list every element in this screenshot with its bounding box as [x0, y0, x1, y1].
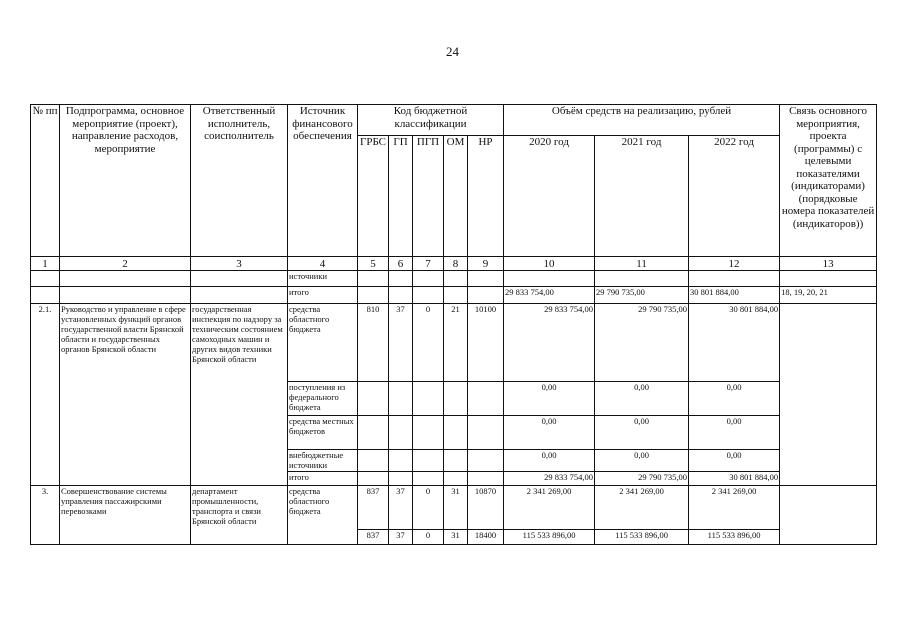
amount-2022: 0,00: [689, 382, 780, 416]
column-number: 10: [504, 257, 595, 271]
source-cell: итого: [288, 472, 358, 486]
header-source: Источник финансового обеспечения: [288, 105, 358, 257]
column-number: 11: [595, 257, 689, 271]
amount-2020: 29 833 754,00: [504, 472, 595, 486]
column-number: 4: [288, 257, 358, 271]
column-number: 3: [191, 257, 288, 271]
column-number: 13: [780, 257, 877, 271]
code-grbs: 837: [358, 530, 389, 545]
header-link: Связь основного мероприятия, проекта (программы) с целевыми показателями (индикаторами) (порядковые номера показателей (индикаторов)): [780, 105, 877, 257]
amount-2021: 29 790 735,00: [595, 287, 689, 304]
code-pgp: 0: [413, 486, 444, 530]
amount-2021: 0,00: [595, 416, 689, 450]
amount-2021: 29 790 735,00: [595, 472, 689, 486]
amount-2022: 30 801 884,00: [689, 304, 780, 382]
code-nr: 10870: [468, 486, 504, 530]
amount-2021: 115 533 896,00: [595, 530, 689, 545]
amount-2022: 0,00: [689, 450, 780, 472]
indicator-links: [780, 486, 877, 545]
code-om: 31: [444, 530, 468, 545]
executor-name: департамент промышленности, транспорта и связи Брянской области: [191, 486, 288, 545]
code-nr: 18400: [468, 530, 504, 545]
measure-name: Руководство и управление в сфере установленных функций органов государственной власти Брянской области и государственных органов Брянской области: [60, 304, 191, 486]
header-executor: Ответственный исполнитель, соисполнитель: [191, 105, 288, 257]
amount-2021: 2 341 269,00: [595, 486, 689, 530]
page-number: 24: [446, 44, 459, 59]
amount-2020: 29 833 754,00: [504, 304, 595, 382]
indicator-links: 18, 19, 20, 21: [780, 287, 877, 304]
code-gp: 37: [389, 530, 413, 545]
source-cell: средства областного бюджета: [288, 486, 358, 545]
source-cell: внебюджетные источники: [288, 450, 358, 472]
amount-2022: 115 533 896,00: [689, 530, 780, 545]
code-om: 21: [444, 304, 468, 382]
row-number: 3.: [31, 486, 60, 545]
code-grbs: 810: [358, 304, 389, 382]
header-budget-code: Код бюджетной классификации: [358, 105, 504, 136]
column-number: 8: [444, 257, 468, 271]
column-number: 2: [60, 257, 191, 271]
measure-name: Совершенствование системы управления пассажирскими перевозками: [60, 486, 191, 545]
amount-2020: 29 833 754,00: [504, 287, 595, 304]
table-row: [31, 271, 877, 287]
amount-2020: 115 533 896,00: [504, 530, 595, 545]
amount-2021: 29 790 735,00: [595, 304, 689, 382]
amount-2020: 0,00: [504, 416, 595, 450]
amount-2022: 30 801 884,00: [689, 472, 780, 486]
header-volume: Объём средств на реализацию, рублей: [504, 105, 780, 136]
code-grbs: 837: [358, 486, 389, 530]
executor-name: государственная инспекция по надзору за техническим состоянием самоходных машин и других видов техники Брянской области: [191, 304, 288, 486]
code-gp: 37: [389, 304, 413, 382]
header-grbs: ГРБС: [358, 136, 389, 257]
header-2021: 2021 год: [595, 136, 689, 257]
source-cell: средства областного бюджета: [288, 304, 358, 382]
code-gp: 37: [389, 486, 413, 530]
code-om: 31: [444, 486, 468, 530]
header-row: [31, 105, 877, 136]
source-cell: итого: [288, 287, 358, 304]
code-nr: 10100: [468, 304, 504, 382]
amount-2021: 0,00: [595, 450, 689, 472]
column-number: 7: [413, 257, 444, 271]
column-number: 6: [389, 257, 413, 271]
amount-2020: 2 341 269,00: [504, 486, 595, 530]
header-subprogram: Подпрограмма, основное мероприятие (проект), направление расходов, мероприятие: [60, 105, 191, 257]
amount-2020: 0,00: [504, 382, 595, 416]
header-num: № пп: [31, 105, 60, 257]
header-pgp: ПГП: [413, 136, 444, 257]
amount-2021: 0,00: [595, 382, 689, 416]
amount-2022: 0,00: [689, 416, 780, 450]
table-row: [31, 486, 877, 530]
header-nr: НР: [468, 136, 504, 257]
column-number: 1: [31, 257, 60, 271]
column-number: 9: [468, 257, 504, 271]
amount-2022: 2 341 269,00: [689, 486, 780, 530]
source-cell: источники: [288, 271, 358, 287]
code-pgp: 0: [413, 304, 444, 382]
header-2022: 2022 год: [689, 136, 780, 257]
header-om: ОМ: [444, 136, 468, 257]
table-row: [31, 304, 877, 382]
column-number: 5: [358, 257, 389, 271]
indicator-links: [780, 304, 877, 486]
amount-2022: 30 801 884,00: [689, 287, 780, 304]
amount-2020: 0,00: [504, 450, 595, 472]
row-number: 2.1.: [31, 304, 60, 486]
header-2020: 2020 год: [504, 136, 595, 257]
table-row: [31, 287, 877, 304]
column-numbers-row: [31, 257, 877, 271]
code-pgp: 0: [413, 530, 444, 545]
column-number: 12: [689, 257, 780, 271]
budget-table: [30, 104, 877, 545]
source-cell: поступления из федерального бюджета: [288, 382, 358, 416]
source-cell: средства местных бюджетов: [288, 416, 358, 450]
header-gp: ГП: [389, 136, 413, 257]
